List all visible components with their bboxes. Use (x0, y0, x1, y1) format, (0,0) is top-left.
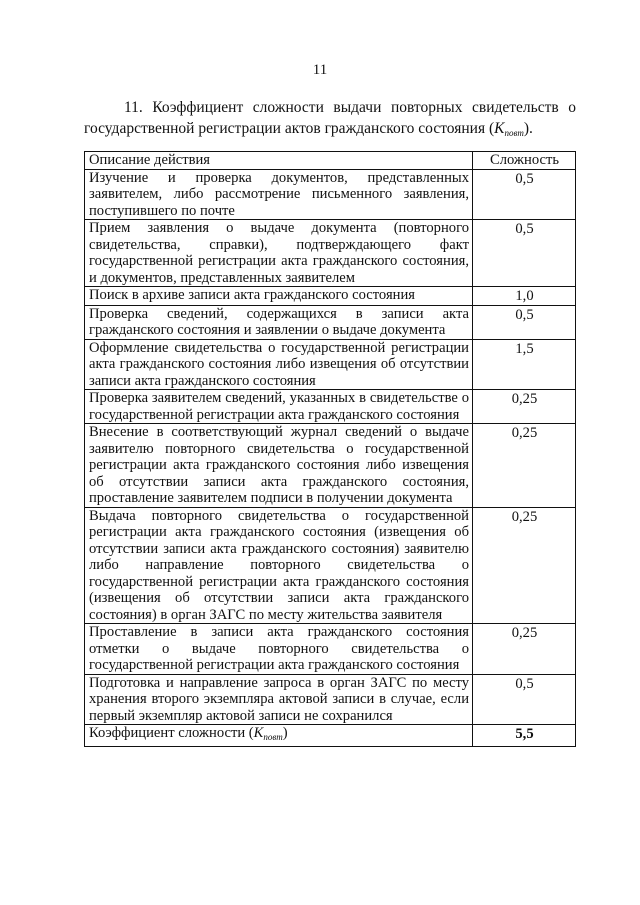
table-row (85, 305, 576, 339)
row-description: Внесение в соответствующий журнал сведений о выдаче заявителю повторного свидетельства о государственной регистрации акта гражданского состояния либо извещения об отсутствии записи акта гражданского состояния, проставление заявителем подписи в получении документа (85, 424, 473, 508)
row-complexity: 1,5 (473, 339, 576, 390)
table-row (85, 674, 576, 725)
section-heading (84, 97, 576, 144)
row-complexity: 0,25 (473, 390, 576, 424)
total-label-end: ) (282, 725, 288, 741)
row-complexity: 0,5 (473, 305, 576, 339)
row-description: Проверка заявителем сведений, указанных в свидетельстве о государственной регистрации акта гражданского состояния (85, 390, 473, 424)
row-description: Прием заявления о выдаче документа (повторного свидетельства, справки), подтверждающего факт государственной регистрации акта гражданского состояния, и документов, представленных заявителем (85, 220, 473, 287)
row-complexity: 1,0 (473, 287, 576, 306)
table-row (85, 220, 576, 287)
heading-text: 11. Коэффициент сложности выдачи повторных свидетельств о государственной регистрации актов гражданского состояния ( (84, 99, 576, 137)
row-description: Проверка сведений, содержащихся в записи акта гражданского состояния и заявлении о выдаче документа (85, 305, 473, 339)
row-description: Изучение и проверка документов, представленных заявителем, либо рассмотрение письменного заявления, поступившего по почте (85, 169, 473, 220)
table-header-row (85, 152, 576, 170)
table-row (85, 507, 576, 624)
heading-coefficient-symbol: K (494, 120, 505, 137)
row-description: Оформление свидетельства о государственной регистрации акта гражданского состояния либо извещения об отсутствии записи акта гражданского состояния (85, 339, 473, 390)
row-complexity: 0,5 (473, 220, 576, 287)
heading-coefficient-subscript: повт (504, 128, 524, 138)
row-complexity: 0,25 (473, 507, 576, 624)
column-header-complexity: Сложность (473, 152, 576, 170)
table-row (85, 287, 576, 306)
heading-text-end: ). (523, 120, 533, 137)
table-row (85, 624, 576, 675)
row-complexity: 0,25 (473, 424, 576, 508)
table-row (85, 424, 576, 508)
total-value: 5,5 (473, 725, 576, 747)
page-number: 11 (312, 62, 328, 78)
row-description: Подготовка и направление запроса в орган ЗАГС по месту хранения второго экземпляра актовой записи в случае, если первый экземпляр актовой записи не сохранился (85, 674, 473, 725)
table-row (85, 339, 576, 390)
column-header-description: Описание действия (85, 152, 473, 170)
total-label (85, 725, 473, 747)
total-label-text: Коэффициент сложности ( (89, 725, 254, 741)
row-complexity: 0,25 (473, 624, 576, 675)
total-coefficient-subscript: повт (263, 732, 283, 742)
row-description: Выдача повторного свидетельства о государственной регистрации акта гражданского состояния (извещения об отсутствии записи акта гражданского состояния) заявителю либо направление повторного свидетельства о государственной регистрации акта гражданского состояния (извещения об отсутствии записи акта гражданского состояния) в орган ЗАГС по месту жительства заявителя (85, 507, 473, 624)
table-row (85, 169, 576, 220)
complexity-table (84, 151, 576, 747)
total-row (85, 725, 576, 747)
row-complexity: 0,5 (473, 674, 576, 725)
row-description: Проставление в записи акта гражданского состояния отметки о выдаче повторного свидетельства о государственной регистрации акта гражданского состояния (85, 624, 473, 675)
table-row (85, 390, 576, 424)
row-description: Поиск в архиве записи акта гражданского состояния (85, 287, 473, 306)
total-coefficient-symbol: K (253, 725, 264, 741)
row-complexity: 0,5 (473, 169, 576, 220)
